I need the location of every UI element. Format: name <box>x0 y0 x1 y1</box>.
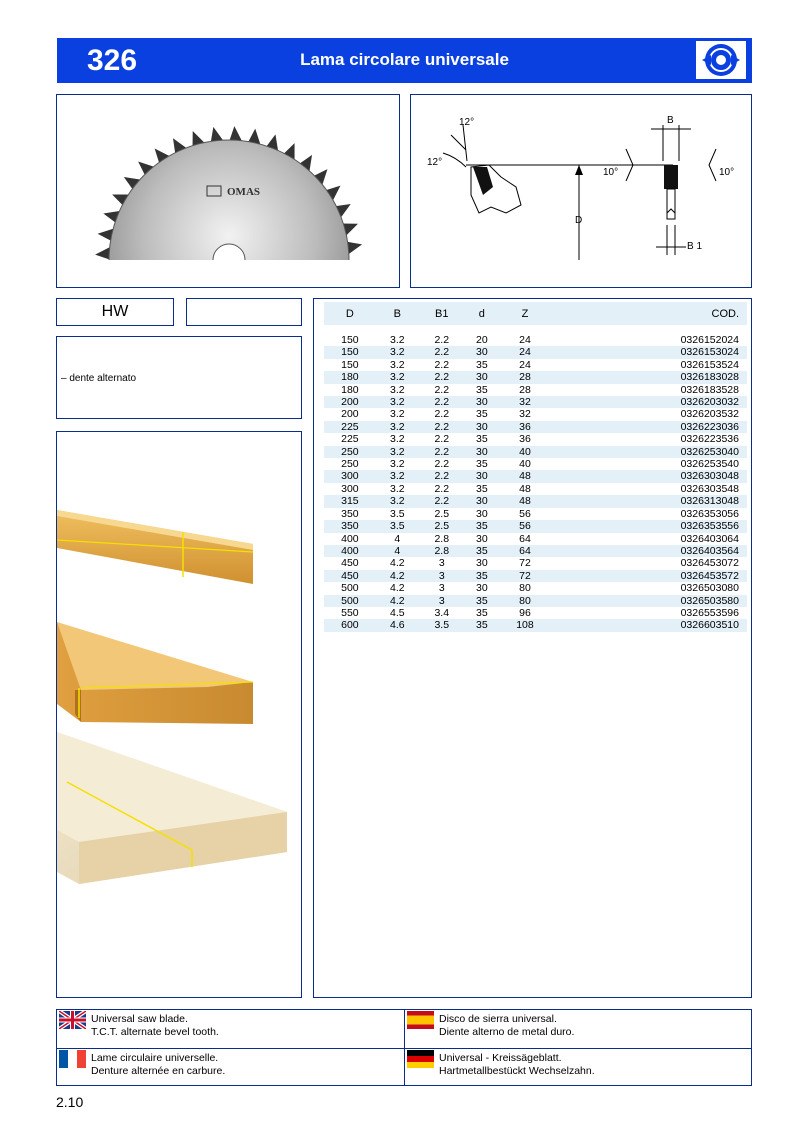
table-cell: 4 <box>376 545 419 557</box>
table-cell: 64 <box>499 545 551 557</box>
table-cell: 4.2 <box>390 557 405 570</box>
table-row <box>324 483 747 495</box>
table-row <box>324 346 747 358</box>
table-row <box>324 607 747 619</box>
table-cell: 30 <box>465 495 500 507</box>
angle-label-rake: 12° <box>459 117 475 128</box>
table-cell: 0326403064 <box>680 532 739 545</box>
es-line2: Diente alterno de metal duro. <box>439 1026 575 1038</box>
wood-boards-icon <box>57 432 301 997</box>
table-cell: 48 <box>499 470 551 482</box>
table-cell: 3 <box>438 582 445 595</box>
width-label-b: B <box>667 115 674 126</box>
table-cell: 30 <box>475 507 488 520</box>
table-cell: 3.2 <box>390 334 405 346</box>
table-cell: 35 <box>465 619 500 631</box>
saw-blade-icon <box>57 95 399 287</box>
table-cell: 4.2 <box>376 570 419 582</box>
table-cell: 3.2 <box>376 371 419 383</box>
table-cell: 48 <box>499 495 551 507</box>
table-cell: 3.5 <box>419 619 465 631</box>
en-line2: T.C.T. alternate bevel tooth. <box>91 1026 219 1038</box>
table-cell: 350 <box>341 507 359 520</box>
table-cell: 200 <box>324 396 376 408</box>
table-cell: 180 <box>324 371 376 383</box>
table-cell: 0326403564 <box>551 545 747 557</box>
table-cell: 35 <box>465 520 500 532</box>
table-cell: 0326223536 <box>680 433 739 446</box>
table-cell: 3.2 <box>376 346 419 358</box>
table-cell: 3 <box>438 557 445 570</box>
table-cell: 4.2 <box>390 582 405 595</box>
note-text: – dente alternato <box>61 373 137 384</box>
table-cell: 0326152024 <box>680 334 739 346</box>
table-cell: 200 <box>341 408 359 421</box>
table-cell: 35 <box>475 383 488 396</box>
product-code: 326 <box>87 44 138 77</box>
table-row <box>324 470 747 482</box>
table-cell: 0326313048 <box>551 495 747 507</box>
table-cell: 4.6 <box>376 619 419 631</box>
table-cell: 450 <box>341 557 359 570</box>
table-row <box>324 508 747 520</box>
table-cell: 150 <box>324 346 376 358</box>
table-cell: 3.2 <box>376 396 419 408</box>
table-cell: 48 <box>519 482 531 495</box>
table-cell: 64 <box>519 532 531 545</box>
blade-image-panel <box>56 94 400 288</box>
table-cell: 300 <box>324 470 376 482</box>
table-cell: 0326353556 <box>551 520 747 532</box>
table-cell: 3.2 <box>390 458 405 471</box>
table-cell: 315 <box>324 495 376 507</box>
table-row <box>324 371 747 383</box>
table-cell: 2.2 <box>419 470 465 482</box>
table-cell: 3.2 <box>390 358 405 371</box>
table-cell: 96 <box>519 606 531 619</box>
france-flag-icon <box>59 1050 86 1068</box>
table-cell: 0326303548 <box>680 482 739 495</box>
table-cell: 35 <box>475 408 488 421</box>
table-cell: 400 <box>324 545 376 557</box>
table-cell: 36 <box>499 421 551 433</box>
table-cell: 30 <box>475 557 488 570</box>
header-bar <box>57 38 752 83</box>
col-header-code: COD. <box>551 302 747 325</box>
table-cell: 0326503580 <box>551 595 747 607</box>
table-cell: 108 <box>499 619 551 631</box>
table-cell: 40 <box>499 446 551 458</box>
angle-label-side-left: 10° <box>603 167 619 178</box>
fr-line2: Denture alternée en carbure. <box>91 1065 226 1077</box>
table-cell: 35 <box>475 458 488 471</box>
table-cell: 2.2 <box>419 396 465 408</box>
col-header-b1: B1 <box>419 302 465 325</box>
table-cell: 3.2 <box>390 482 405 495</box>
table-cell: 0326203532 <box>680 408 739 421</box>
table-cell: 0326183528 <box>680 383 739 396</box>
table-cell: 2.2 <box>419 495 465 507</box>
material-label: HW <box>56 298 174 326</box>
table-row <box>324 570 747 582</box>
table-cell: 225 <box>341 433 359 446</box>
table-cell: 2.8 <box>434 532 450 545</box>
table-cell: 80 <box>519 582 531 595</box>
table-cell: 35 <box>475 482 488 495</box>
table-cell: 0326253540 <box>680 458 739 471</box>
table-cell: 32 <box>519 408 531 421</box>
table-cell: 24 <box>519 334 531 346</box>
col-header-teeth: Z <box>499 302 551 325</box>
angle-label-side-right: 10° <box>719 167 735 178</box>
dimensions-table-panel <box>313 298 752 998</box>
table-cell: 35 <box>465 595 500 607</box>
table-cell: 0326183028 <box>551 371 747 383</box>
table-row <box>324 595 747 607</box>
table-cell: 2.5 <box>419 520 465 532</box>
table-row <box>324 359 747 371</box>
tooth-geometry-diagram <box>410 94 752 288</box>
table-cell: 500 <box>341 582 359 595</box>
table-cell: 3.2 <box>390 383 405 396</box>
table-cell: 35 <box>465 545 500 557</box>
table-cell: 2.2 <box>434 383 450 396</box>
table-cell: 0326153024 <box>551 346 747 358</box>
table-cell: 30 <box>465 470 500 482</box>
table-cell: 35 <box>475 606 488 619</box>
table-cell: 600 <box>324 619 376 631</box>
table-cell: 0326303048 <box>551 470 747 482</box>
table-cell: 35 <box>475 358 488 371</box>
table-row <box>324 396 747 408</box>
table-cell: 0326503080 <box>680 582 739 595</box>
empty-field <box>186 298 302 326</box>
translations-panel <box>56 1009 752 1086</box>
dimensions-table <box>324 302 747 632</box>
table-row <box>324 557 747 569</box>
table-cell: 30 <box>475 582 488 595</box>
application-image-panel <box>56 431 302 998</box>
table-cell: 56 <box>499 520 551 532</box>
table-row <box>324 458 747 470</box>
table-cell: 2.2 <box>434 408 450 421</box>
table-cell: 30 <box>465 371 500 383</box>
de-line2: Hartmetallbestückt Wechselzahn. <box>439 1065 595 1077</box>
table-cell: 2.2 <box>434 482 450 495</box>
table-cell: 3.5 <box>390 507 405 520</box>
table-cell: 2.5 <box>434 507 450 520</box>
table-header-row <box>324 302 747 325</box>
spain-flag-icon <box>407 1011 434 1029</box>
table-cell: 35 <box>475 433 488 446</box>
table-cell: 72 <box>519 557 531 570</box>
angle-label-clearance: 12° <box>427 157 443 168</box>
table-cell: 400 <box>341 532 359 545</box>
table-cell: 2.2 <box>434 334 450 346</box>
table-cell: 2.2 <box>434 458 450 471</box>
fr-line1: Lame circulaire universelle. <box>91 1052 219 1064</box>
de-line1: Universal - Kreissägeblatt. <box>439 1052 562 1064</box>
col-header-bore: d <box>465 302 500 325</box>
table-cell: 24 <box>519 358 531 371</box>
table-cell: 24 <box>499 346 551 358</box>
table-cell: 4 <box>394 532 401 545</box>
table-cell: 3 <box>419 570 465 582</box>
table-row <box>324 334 747 346</box>
page-title: Lama circolare universale <box>300 50 509 69</box>
table-row <box>324 384 747 396</box>
table-cell: 3.2 <box>376 446 419 458</box>
table-cell: 72 <box>499 570 551 582</box>
table-cell: 2.2 <box>419 421 465 433</box>
table-row <box>324 533 747 545</box>
es-line1: Disco de sierra universal. <box>439 1013 557 1025</box>
table-cell: 3.2 <box>376 470 419 482</box>
table-cell: 0326453072 <box>680 557 739 570</box>
table-cell: 40 <box>519 458 531 471</box>
table-cell: 28 <box>499 371 551 383</box>
table-cell: 0326353056 <box>680 507 739 520</box>
table-row <box>324 446 747 458</box>
table-row <box>324 619 747 631</box>
table-cell: 3.2 <box>376 421 419 433</box>
table-cell: 28 <box>519 383 531 396</box>
note-panel <box>56 336 302 419</box>
blade-brand: OMAS <box>227 186 260 198</box>
table-cell: 250 <box>341 458 359 471</box>
table-cell: 180 <box>341 383 359 396</box>
page-number: 2.10 <box>56 1094 84 1110</box>
table-cell: 3.2 <box>376 495 419 507</box>
table-cell: 500 <box>324 595 376 607</box>
col-header-b: B <box>376 302 419 325</box>
table-row <box>324 582 747 594</box>
table-cell: 2.2 <box>434 433 450 446</box>
table-cell: 3.2 <box>390 408 405 421</box>
brand-logo-icon <box>696 41 746 79</box>
table-cell: 4.2 <box>376 595 419 607</box>
table-cell: 2.2 <box>434 358 450 371</box>
table-cell: 0326203032 <box>551 396 747 408</box>
uk-flag-icon <box>59 1011 86 1029</box>
table-cell: 2.2 <box>419 371 465 383</box>
table-cell: 3 <box>419 595 465 607</box>
table-row <box>324 433 747 445</box>
table-cell: 30 <box>465 346 500 358</box>
table-cell: 3.5 <box>376 520 419 532</box>
table-cell: 3.4 <box>434 606 450 619</box>
table-cell: 80 <box>499 595 551 607</box>
table-row <box>324 520 747 532</box>
diameter-label: D <box>575 215 583 226</box>
table-cell: 250 <box>324 446 376 458</box>
table-cell: 350 <box>324 520 376 532</box>
table-cell: 4.5 <box>390 606 405 619</box>
table-row <box>324 495 747 507</box>
table-cell: 0326153524 <box>680 358 739 371</box>
table-cell: 300 <box>341 482 359 495</box>
table-cell: 56 <box>519 507 531 520</box>
table-cell: 30 <box>465 446 500 458</box>
table-cell: 2.8 <box>419 545 465 557</box>
width-label-b1: B 1 <box>687 241 703 252</box>
table-cell: 30 <box>465 396 500 408</box>
table-cell: 0326453572 <box>551 570 747 582</box>
table-row <box>324 421 747 433</box>
table-cell: 550 <box>341 606 359 619</box>
table-cell: 30 <box>465 421 500 433</box>
col-header-d: D <box>324 302 376 325</box>
table-cell: 36 <box>519 433 531 446</box>
table-cell: 3.2 <box>390 433 405 446</box>
table-cell: 0326553596 <box>680 606 739 619</box>
table-cell: 2.2 <box>419 346 465 358</box>
table-cell: 225 <box>324 421 376 433</box>
table-cell: 30 <box>475 532 488 545</box>
table-cell: 150 <box>341 358 359 371</box>
table-cell: 35 <box>465 570 500 582</box>
table-row <box>324 408 747 420</box>
table-cell: 0326223036 <box>551 421 747 433</box>
table-cell: 32 <box>499 396 551 408</box>
table-cell: 2.2 <box>419 446 465 458</box>
table-row <box>324 545 747 557</box>
germany-flag-icon <box>407 1050 434 1068</box>
en-line1: Universal saw blade. <box>91 1013 188 1025</box>
table-cell: 0326603510 <box>551 619 747 631</box>
table-cell: 0326253040 <box>551 446 747 458</box>
table-cell: 150 <box>341 334 359 346</box>
table-cell: 20 <box>475 334 488 346</box>
table-cell: 450 <box>324 570 376 582</box>
